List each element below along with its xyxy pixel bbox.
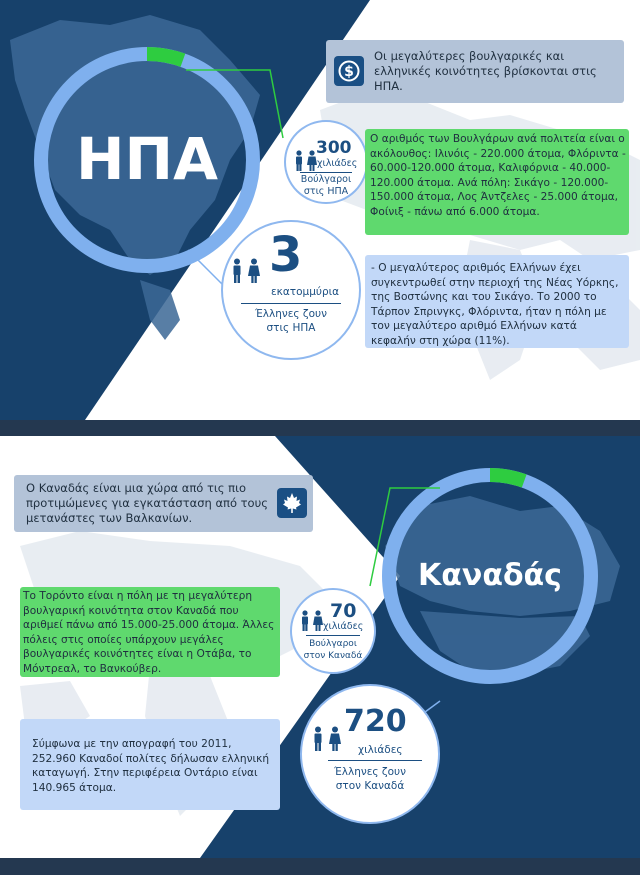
canada-bulgarians-unit: χιλιάδες	[323, 621, 364, 632]
people-icon	[310, 726, 344, 752]
dollar-icon	[334, 56, 364, 86]
usa-bulgarians-stat	[284, 120, 368, 204]
usa-greeks-stat	[221, 220, 361, 360]
usa-greek-text: - Ο μεγαλύτερος αριθμός Ελλήνων έχει συγκεντρωθεί στην περιοχή της Νέας Υόρκης, της Βοστώνης και του Σικάγο. Το 2000 το Τάρπον Σπρινγκς, Φλόριντα, ήταν η πόλη με τον μεγαλύτερο αριθμό Ελλήνων κατά κεφαλήν στη χώρα (11%).	[371, 262, 619, 347]
usa-intro-banner	[326, 40, 624, 103]
usa-ring-highlight	[147, 54, 183, 60]
maple-leaf-icon	[277, 488, 307, 518]
usa-bulgarian-states-box	[365, 129, 629, 235]
canada-title: Καναδάς	[418, 558, 562, 593]
footer-bar	[0, 858, 640, 875]
usa-bulgarians-unit: χιλιάδες	[317, 158, 358, 169]
canada-intro-banner	[14, 475, 313, 532]
usa-section	[0, 0, 640, 420]
canada-bulgarian-cities-box	[20, 587, 280, 677]
canada-section	[0, 436, 640, 858]
canada-bulgarian-cities-text: Το Τορόντο είναι η πόλη με τη μεγαλύτερη βουλγαρική κοινότητα στον Καναδά που αριθμεί πάνω από 15.000-25.000 άτομα. Άλλες πόλεις στις οποίες υπάρχουν μεγάλες βουλγαρικές κοινότητες είναι η Οτάβα, το Μόντρεαλ, το Βανκούβερ.	[23, 590, 275, 675]
canada-ring-highlight	[490, 475, 524, 481]
people-icon	[298, 610, 326, 632]
svg-text:$: $	[344, 64, 354, 80]
canada-greek-census-box	[20, 719, 280, 810]
usa-greeks-unit: εκατομμύρια	[271, 286, 340, 298]
usa-greeks-label: Έλληνες ζουν στις ΗΠΑ	[254, 308, 328, 334]
canada-greeks-unit: χιλιάδες	[358, 744, 403, 756]
canada-greeks-number: 720	[344, 704, 407, 739]
section-divider	[0, 420, 640, 436]
usa-bulgarians-number: 300	[316, 138, 352, 158]
usa-greek-text-box	[365, 255, 629, 348]
canada-greek-census-text: Σύμφωνα με την απογραφή του 2011, 252.960 Καναδοί πολίτες δήλωσαν ελληνική καταγωγή. Στην περιφέρεια Οντάριο είναι 140.965 άτομα.	[32, 738, 270, 794]
canada-greeks-stat	[300, 684, 440, 824]
people-icon	[229, 258, 263, 284]
canada-greeks-label: Έλληνες ζουν στον Καναδά	[333, 766, 407, 792]
usa-bulgarian-states-text: Ο αριθμός των Βουλγάρων ανά πολιτεία είναι ο ακόλουθος: Ιλινόις - 220.000 άτομα, Φλόριντα - 60.000-120.000 άτομα, Καλιφόρνια - 40.000-120.000 άτομα. Ανά πόλη: Σικάγο - 120.000-150.000 άτομα, Λος Άντζελες - 25.000 άτομα, Φοίνιξ - πάνω από 6.000 άτομα.	[370, 133, 626, 218]
canada-bulgarians-number: 70	[330, 600, 357, 622]
usa-bulgarians-label: Βούλγαροι στις ΗΠΑ	[300, 174, 352, 197]
usa-greeks-number: 3	[269, 227, 303, 283]
canada-bulgarians-stat	[290, 588, 376, 674]
canada-bulgarians-label: Βούλγαροι στον Καναδά	[303, 639, 363, 661]
usa-intro-text: Οι μεγαλύτερες βουλγαρικές και ελληνικές κοινότητες βρίσκονται στις ΗΠΑ.	[374, 49, 597, 93]
usa-title: ΗΠΑ	[76, 125, 218, 193]
canada-intro-text: Ο Καναδάς είναι μια χώρα από τις πιο προτιμώμενες για εγκατάσταση από τους μετανάστες των Βαλκανίων.	[26, 481, 268, 525]
